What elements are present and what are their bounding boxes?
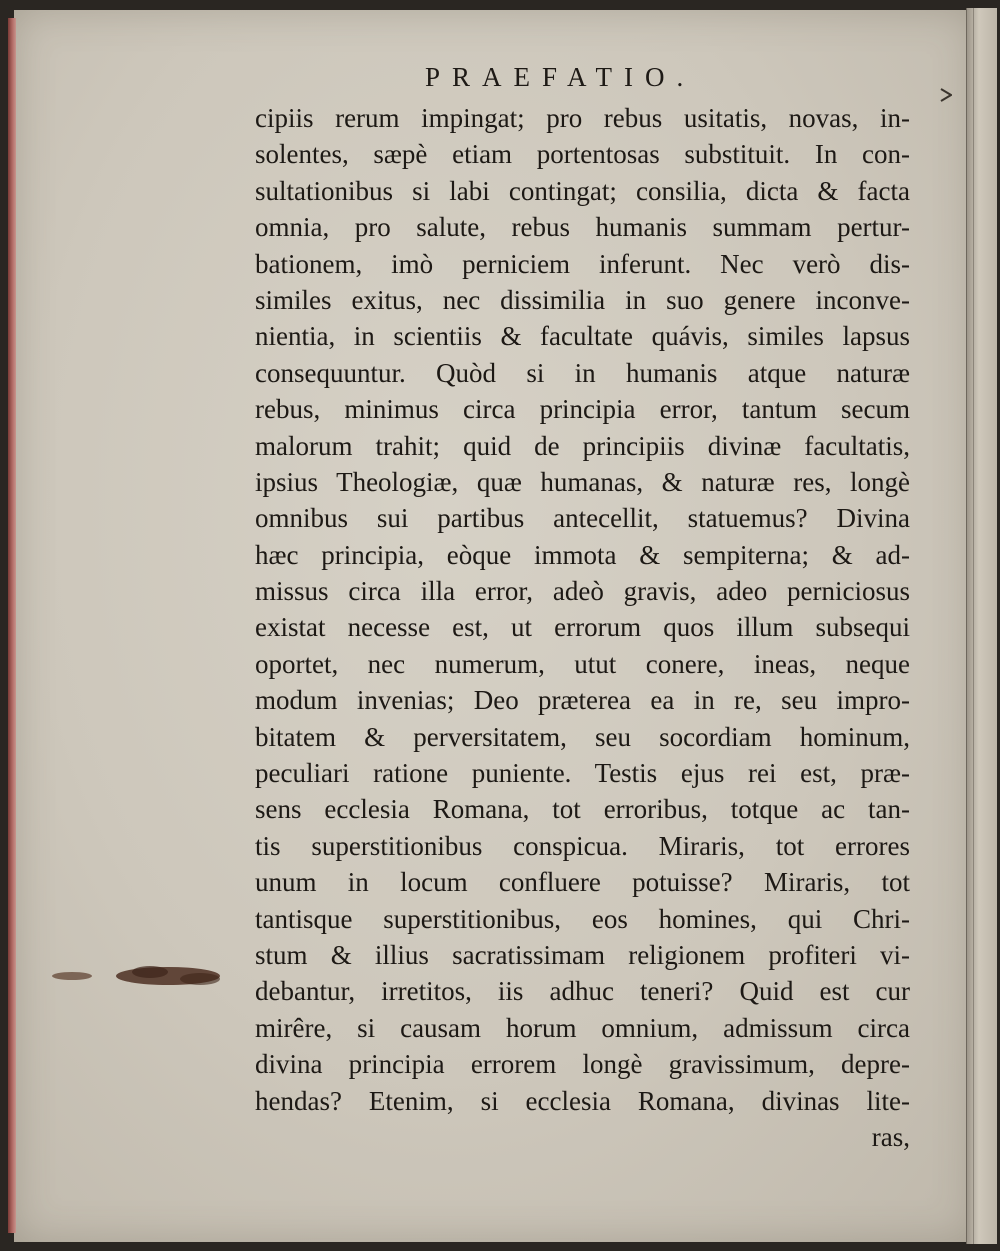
text-line: debantur, irretitos, iis adhuc teneri? Quid est cur bbox=[255, 976, 910, 1007]
text-line: tantisque superstitionibus, eos homines, qui Chri- bbox=[255, 903, 910, 934]
catchword: ras, bbox=[871, 1121, 910, 1152]
text-line: sens ecclesia Romana, tot erroribus, totque ac tan- bbox=[255, 794, 910, 825]
text-line: oportet, nec numerum, utut conere, ineas, neque bbox=[255, 648, 910, 679]
text-line: sultationibus si labi contingat; consilia, dicta & facta bbox=[255, 175, 910, 206]
text-line: hendas? Etenim, si ecclesia Romana, divinas lite- bbox=[255, 1085, 910, 1116]
text-line: stum & illius sacratissimam religionem profiteri vi- bbox=[255, 939, 910, 970]
text-line: omnia, pro salute, rebus humanis summam pertur- bbox=[255, 212, 910, 243]
text-line: solentes, sæpè etiam portentosas substituit. In con- bbox=[255, 139, 910, 170]
body-text bbox=[255, 100, 910, 1155]
text-line: malorum trahit; quid de principiis divinæ facultatis, bbox=[255, 430, 910, 461]
text-line: modum invenias; Deo præterea ea in re, seu impro- bbox=[255, 685, 910, 716]
text-line: missus circa illa error, adeò gravis, adeo perniciosus bbox=[255, 576, 910, 607]
text-line: rebus, minimus circa principia error, tantum secum bbox=[255, 394, 910, 425]
page-edge bbox=[8, 18, 16, 1233]
text-line: unum in locum confluere potuisse? Miraris, tot bbox=[255, 867, 910, 898]
text-line: similes exitus, nec dissimilia in suo genere inconve- bbox=[255, 284, 910, 315]
text-line: cipiis rerum impingat; pro rebus usitatis, novas, in- bbox=[255, 103, 910, 133]
text-line: existat necesse est, ut errorum quos illum subsequi bbox=[255, 612, 910, 643]
text-line: peculiari ratione puniente. Testis ejus rei est, præ- bbox=[255, 758, 910, 789]
text-line: mirêre, si causam horum omnium, admissum circa bbox=[255, 1012, 910, 1043]
facing-leaf-edge bbox=[966, 8, 997, 1244]
corner-mark-icon bbox=[940, 88, 952, 102]
text-line: hæc principia, eòque immota & sempiterna; & ad- bbox=[255, 539, 910, 570]
ink-smudge-icon bbox=[50, 962, 225, 990]
text-line: omnibus sui partibus antecellit, statuemus? Divina bbox=[255, 503, 910, 534]
text-line: consequuntur. Quòd si in humanis atque naturæ bbox=[255, 357, 910, 388]
text-line: divina principia errorem longè gravissimum, depre- bbox=[255, 1049, 910, 1080]
text-line: nientia, in scientiis & facultate quávis, similes lapsus bbox=[255, 321, 910, 352]
text-line: tis superstitionibus conspicua. Miraris, tot errores bbox=[255, 830, 910, 861]
text-line: ipsius Theologiæ, quæ humanas, & naturæ res, longè bbox=[255, 466, 910, 497]
running-header: PRAEFATIO. bbox=[425, 62, 696, 92]
text-line: bationem, imò perniciem inferunt. Nec verò dis- bbox=[255, 248, 910, 279]
text-line: bitatem & perversitatem, seu socordiam hominum, bbox=[255, 721, 910, 752]
